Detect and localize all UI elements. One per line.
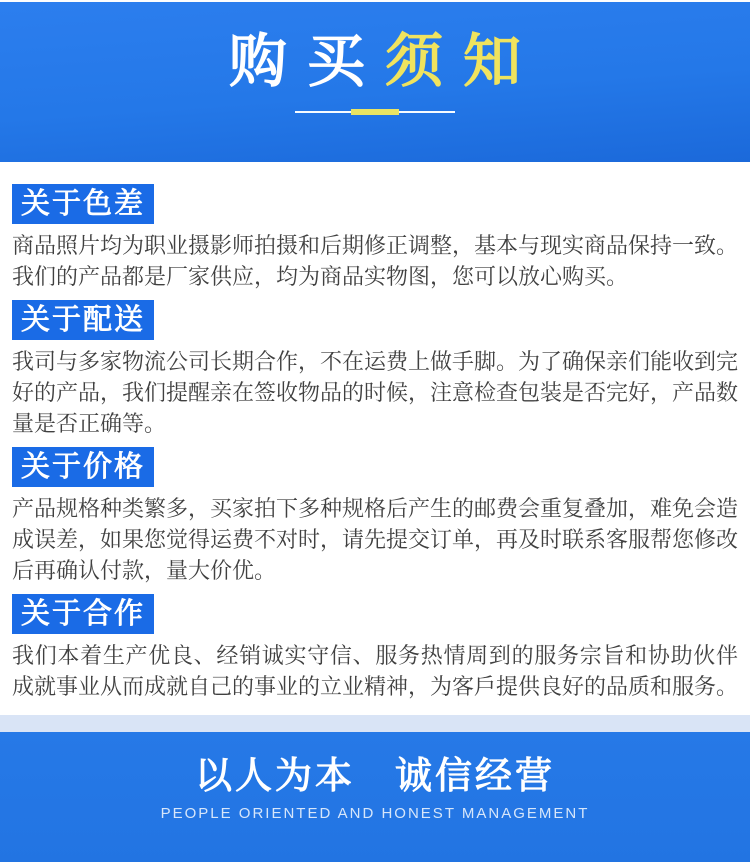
section-badge-delivery: 关于配送 <box>12 300 154 340</box>
section-delivery <box>12 300 738 439</box>
pre-footer-strip <box>0 715 750 732</box>
banner-title-yellow: 须知 <box>385 29 542 94</box>
purchase-notice-banner <box>0 2 750 162</box>
section-color-difference <box>12 184 738 292</box>
footer-slogan: 以人为本 诚信经营 <box>195 755 555 796</box>
footer-subtitle-english: PEOPLE ORIENTED AND HONEST MANAGEMENT <box>160 805 590 822</box>
notice-content <box>0 162 750 715</box>
divider-accent-bar <box>351 109 399 115</box>
section-text-price: 产品规格种类繁多，买家拍下多种规格后产生的邮费会重复叠加，难免会造成误差，如果您觉得运费不对时，请先提交订单，再及时联系客服帮您修改后再确认付款，量大价优。 <box>12 496 739 583</box>
section-cooperation <box>12 594 738 702</box>
section-price <box>12 447 738 586</box>
section-text-cooperation: 我们本着生产优良、经销诚实守信、服务热情周到的服务宗旨和协助伙伴 成就事业从而成就自己的事业的立业精神，为客戶提供良好的品质和服务。 <box>12 643 739 699</box>
section-text-delivery: 我司与多家物流公司长期合作，不在运费上做手脚。为了确保亲们能收到完好的产品，我们提醒亲在签收物品的时候，注意检查包装是否完好，产品数量是否正确等。 <box>12 349 739 436</box>
banner-title-white: 购买 <box>228 29 385 94</box>
section-badge-color-difference: 关于色差 <box>12 184 154 224</box>
section-text-color-difference: 商品照片均为职业摄影师拍摄和后期修正调整，基本与现实商品保持一致。我们的产品都是厂家供应，均为商品实物图，您可以放心购买。 <box>12 233 739 289</box>
section-badge-price: 关于价格 <box>12 447 154 487</box>
section-badge-cooperation: 关于合作 <box>12 594 154 634</box>
footer-banner <box>0 732 750 862</box>
banner-title <box>209 30 541 94</box>
banner-divider <box>295 109 455 116</box>
